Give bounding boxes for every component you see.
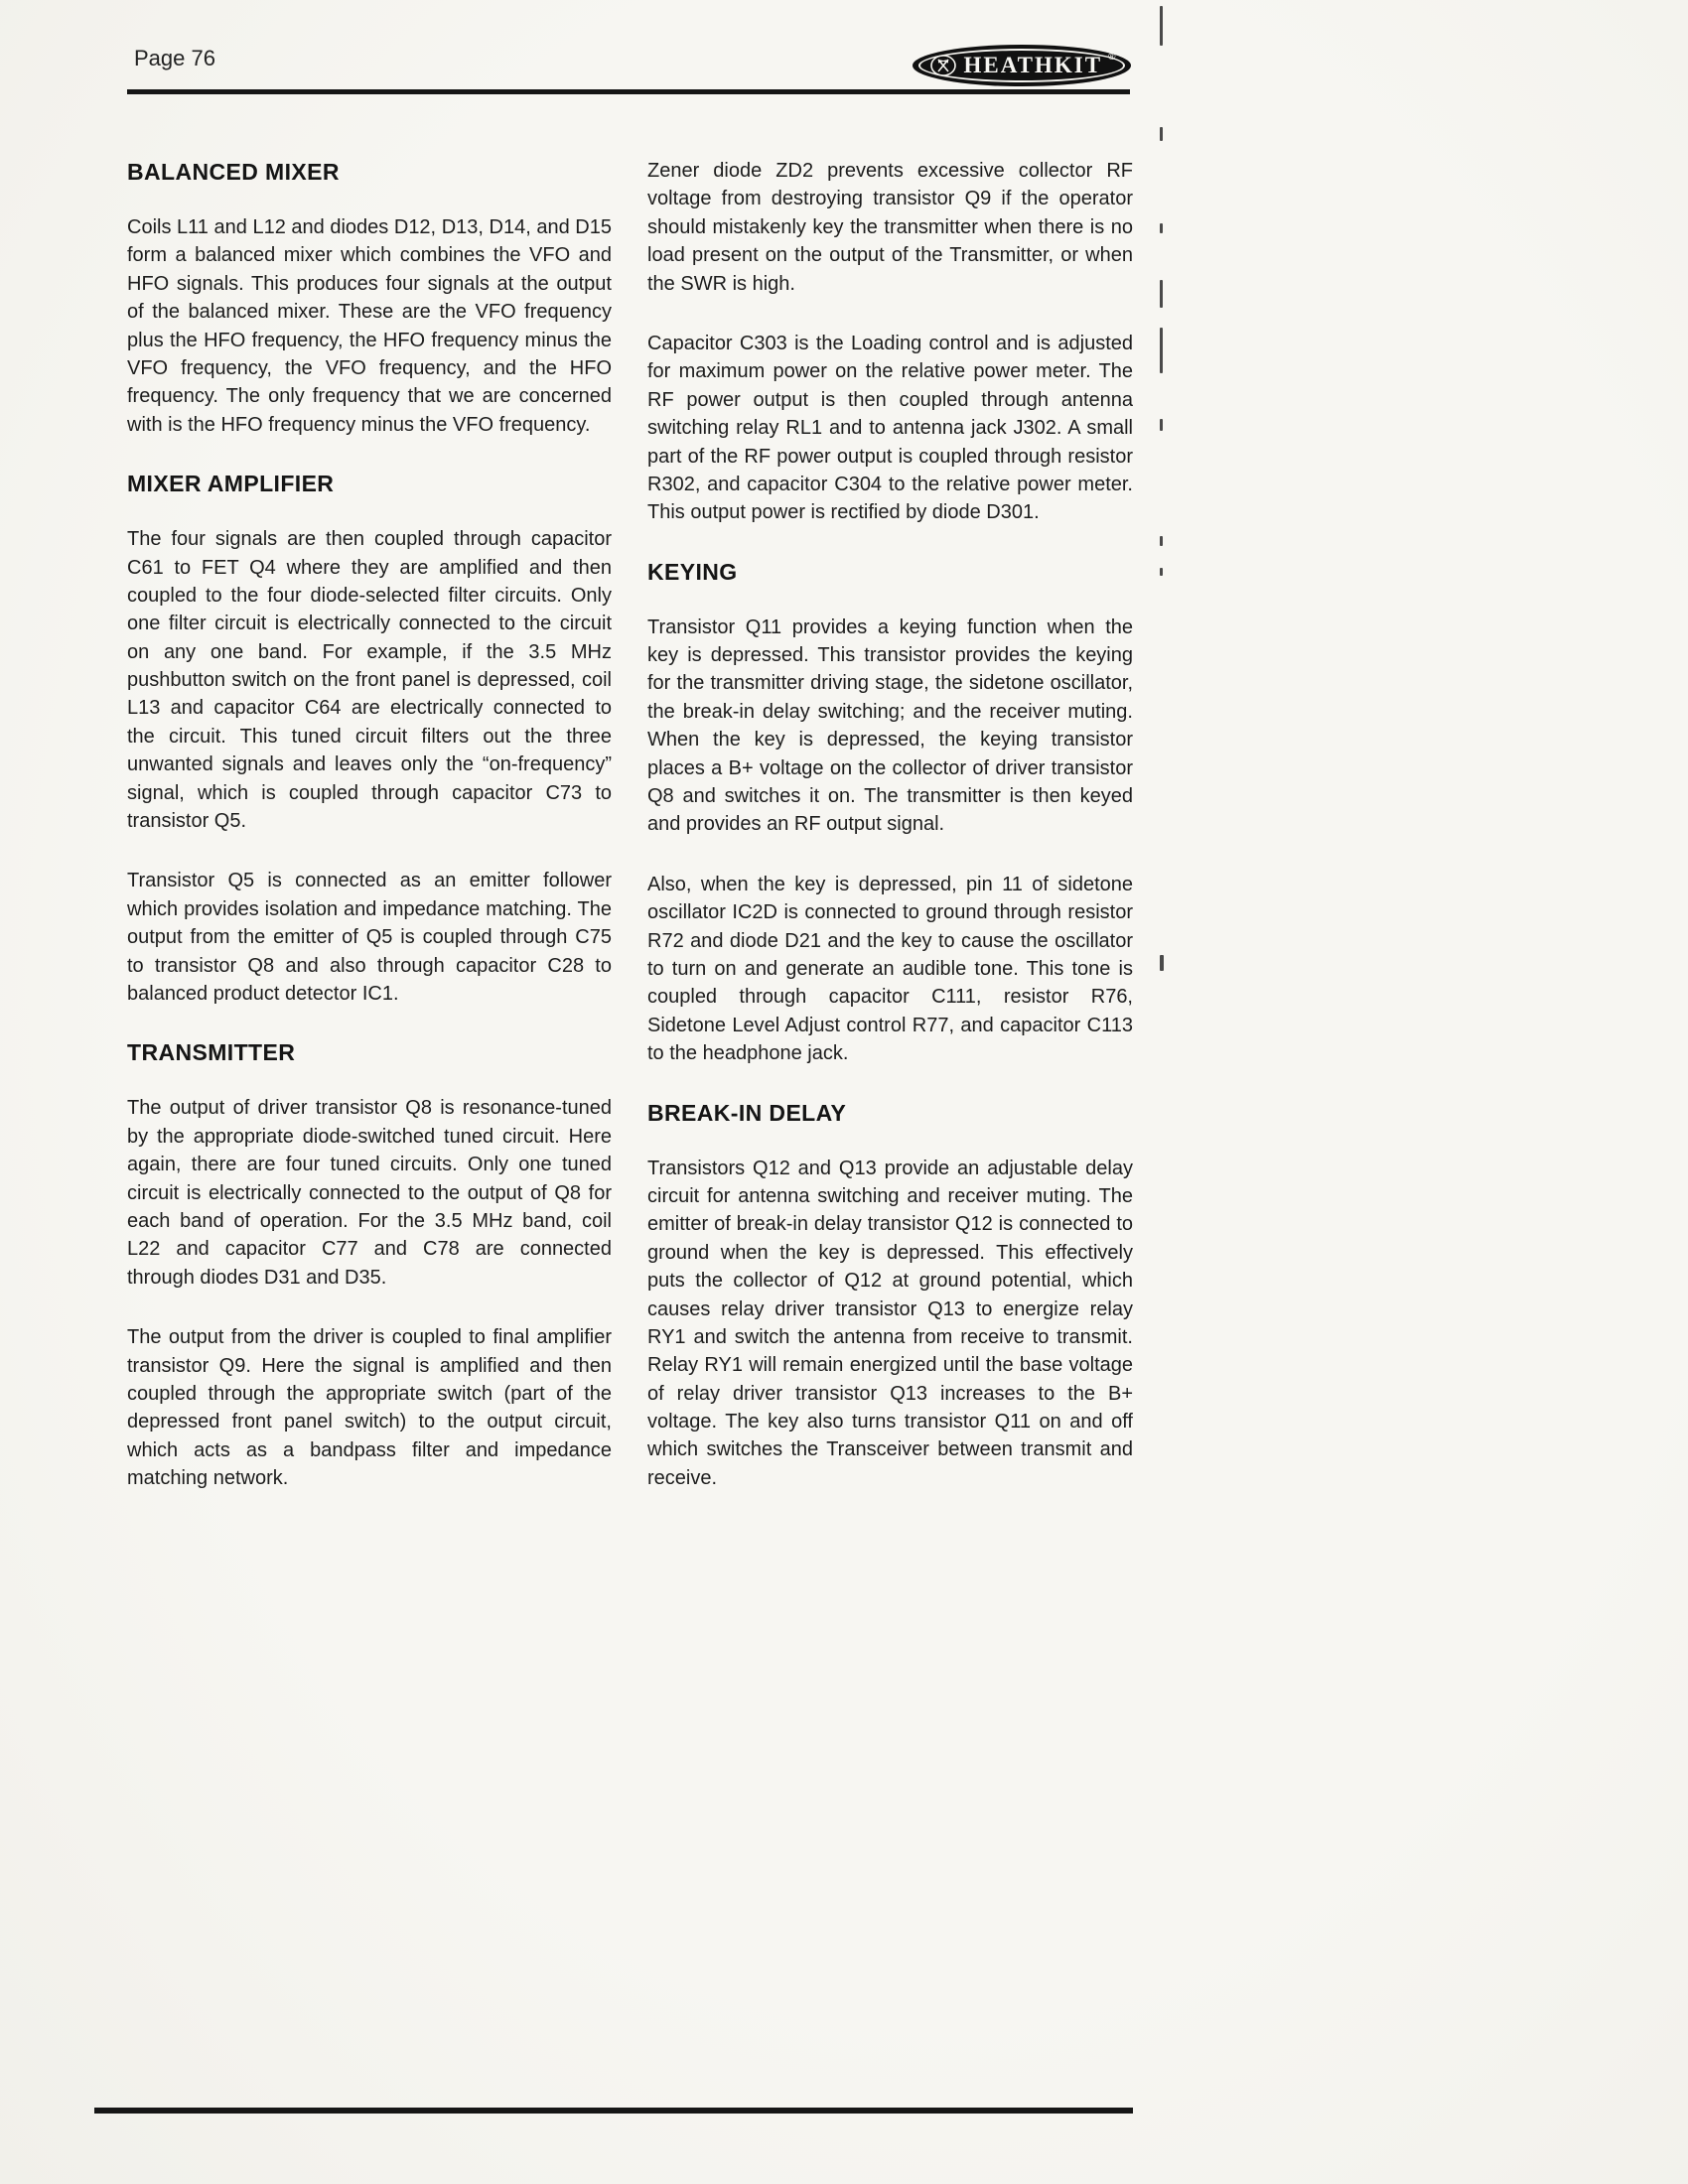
- section-heading-transmitter: TRANSMITTER: [127, 1039, 296, 1066]
- paragraph: Coils L11 and L12 and diodes D12, D13, D14, and D15 form a balanced mixer which combines the VFO and HFO signals. This produces four signals at the output of the balanced mixer. These are the VFO frequency plus the HFO frequency, the HFO frequency minus the VFO frequency, the VFO frequency, and the HFO frequency. The only frequency that we are concerned with is the HFO frequency minus the VFO frequency.: [127, 216, 612, 436]
- paragraph: The output of driver transistor Q8 is resonance-tuned by the appropriate diode-switched tuned circuit. Here again, there are four tuned circuits. Only one tuned circuit is electrically connected to the output of Q8 for each band of operation. For the 3.5 MHz band, coil L22 and capacitor C77 and C78 are connected through diodes D31 and D35.: [127, 1097, 612, 1289]
- scan-artifact: [1160, 6, 1163, 46]
- paragraph: Transistors Q12 and Q13 provide an adjustable delay circuit for antenna switching and receiver muting. The emitter of break-in delay transistor Q12 is connected to ground when the key is depressed. This effectively puts the collector of Q12 at ground potential, which causes relay driver transistor Q13 to energize relay RY1 and switch the antenna from receive to transmit. Relay RY1 will remain energized until the base voltage of relay driver transistor Q13 increases to the B+ voltage. The key also turns transistor Q11 on and off which switches the Transceiver between transmit and receive.: [647, 1157, 1133, 1489]
- paragraph: Zener diode ZD2 prevents excessive collector RF voltage from destroying transistor Q9 if the operator should mistakenly key the transmitter when there is no load present on the output of the Transmitter, or when the SWR is high.: [647, 160, 1133, 295]
- section-heading-mixer-amplifier: MIXER AMPLIFIER: [127, 471, 335, 497]
- paragraph: Capacitor C303 is the Loading control and is adjusted for maximum power on the relative power meter. The RF power output is then coupled through antenna switching relay RL1 and to antenna jack J302. A small part of the RF power output is coupled through resistor R302, and capacitor C304 to the relative power meter. This output power is rectified by diode D301.: [647, 332, 1133, 524]
- scan-artifact: [1160, 419, 1163, 431]
- scan-artifact: [1160, 127, 1163, 141]
- registered-trademark: ®: [1108, 52, 1116, 63]
- section-heading-balanced-mixer: BALANCED MIXER: [127, 159, 340, 185]
- scan-artifact: [1160, 536, 1163, 546]
- left-column: [127, 157, 612, 1524]
- scan-artifact: [1160, 568, 1163, 576]
- page-number: Page 76: [134, 46, 215, 70]
- heathkit-logo: [914, 46, 1130, 85]
- right-column: [647, 157, 1133, 1524]
- paragraph: Transistor Q11 provides a keying function when the key is depressed. This transistor provides the keying for the transmitter driving stage, the sidetone oscillator, the break-in delay switching; and the receiver muting. When the key is depressed, the keying transistor places a B+ voltage on the collector of driver transistor Q8 and switches it on. The transmitter is then keyed and provides an RF output signal.: [647, 615, 1133, 836]
- paragraph: Transistor Q5 is connected as an emitter follower which provides isolation and impedance matching. The output from the emitter of Q5 is coupled through C75 to transistor Q8 and also through capacitor C28 to balanced product detector IC1.: [127, 870, 612, 1005]
- paragraph: The output from the driver is coupled to final amplifier transistor Q9. Here the signal is amplified and then coupled through the appropriate switch (part of the depressed front panel switch) to the output circuit, which acts as a bandpass filter and impedance matching network.: [127, 1326, 612, 1490]
- scan-artifact: [1160, 223, 1163, 233]
- header-divider: [127, 89, 1130, 94]
- footer-divider: [94, 2108, 1133, 2114]
- paragraph: The four signals are then coupled through capacitor C61 to FET Q4 where they are amplified and then coupled to the four diode-selected filter circuits. Only one filter circuit is electrically connected to the circuit on any one band. For example, if the 3.5 MHz pushbutton switch on the front panel is depressed, coil L13 and capacitor C64 are electrically connected to the circuit. This tuned circuit filters out the three unwanted signals and leaves only the “on-frequency” signal, which is coupled through capacitor C73 to transistor Q5.: [127, 528, 612, 833]
- heathkit-crossed-flags-icon: [928, 53, 958, 78]
- scan-artifact: [1160, 955, 1164, 971]
- section-heading-break-in-delay: BREAK-IN DELAY: [647, 1099, 847, 1126]
- section-heading-keying: KEYING: [647, 558, 738, 585]
- paragraph: Also, when the key is depressed, pin 11 of sidetone oscillator IC2D is connected to ground through resistor R72 and diode D21 and the key to cause the oscillator to turn on and generate an audible tone. This tone is coupled through capacitor C111, resistor R76, Sidetone Level Adjust control R77, and capacitor C113 to the headphone jack.: [647, 873, 1133, 1065]
- scan-artifact: [1160, 328, 1163, 373]
- heathkit-brand-text: HEATHKIT: [963, 53, 1103, 77]
- scan-artifact: [1160, 280, 1163, 308]
